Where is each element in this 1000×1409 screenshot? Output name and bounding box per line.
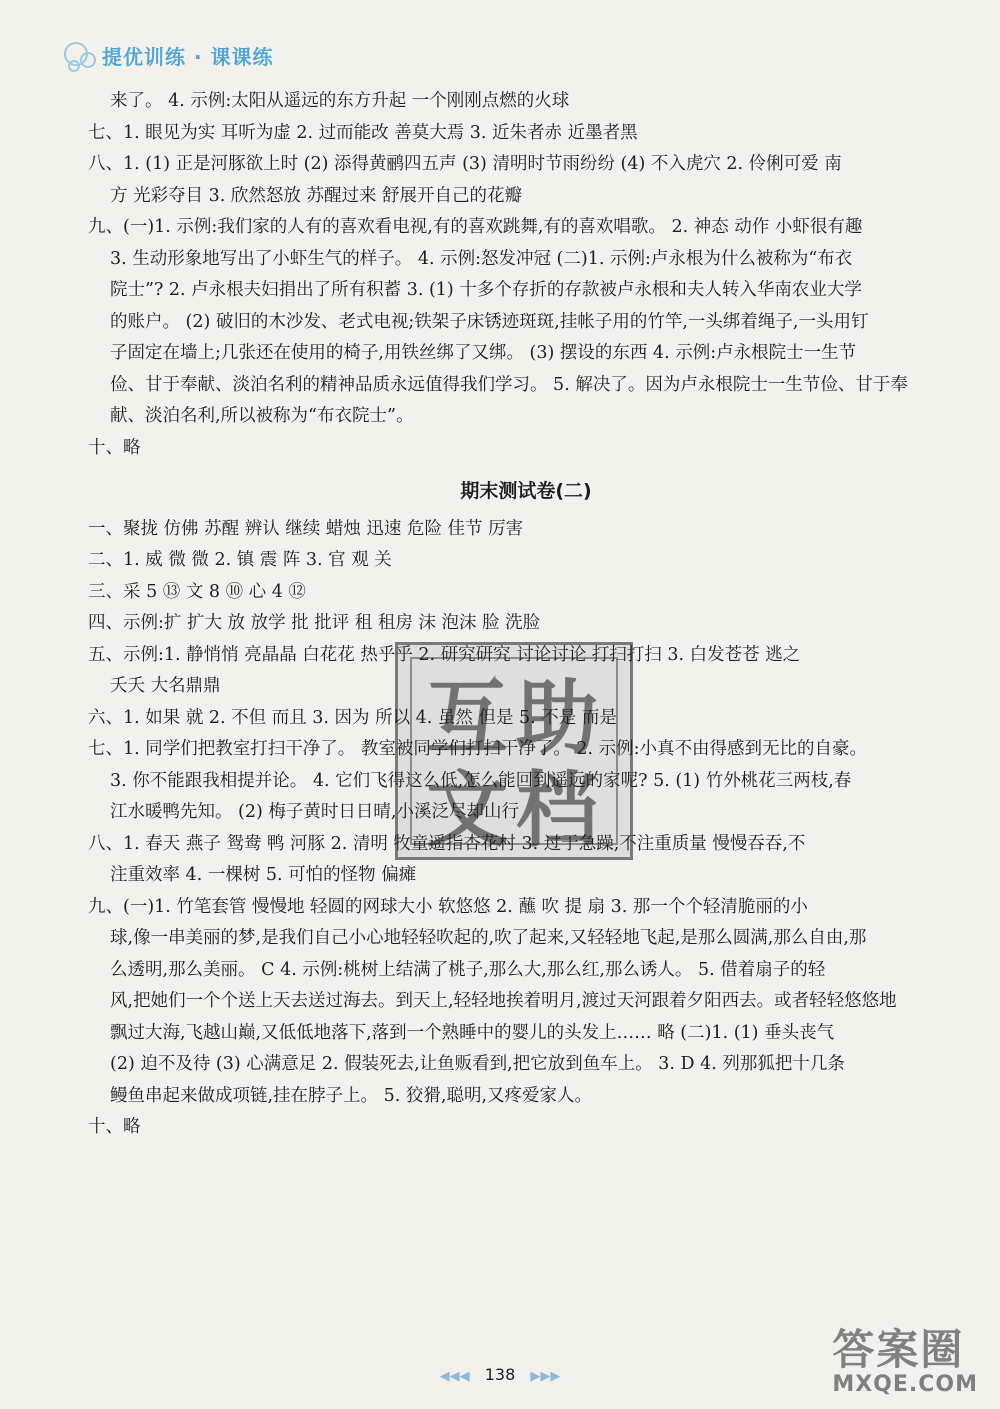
page-number: 138: [484, 1365, 516, 1384]
right-arrows-icon: ▶▶▶: [530, 1369, 561, 1384]
answer-line: 二、1. 威 微 微 2. 镇 震 阵 3. 官 观 关: [88, 550, 392, 570]
answer-line: 十、略: [88, 1117, 141, 1137]
watermark: [832, 1325, 978, 1397]
answer-line: 子固定在墙上;几张还在使用的椅子,用铁丝绑了又绑。 (3) 摆设的东西 4. 示例:卢永根院士一生节: [110, 343, 857, 363]
answer-line: 三、采 5 ⑬ 文 8 ⑩ 心 4 ⑫: [88, 581, 306, 602]
answer-line: 么透明,那么美丽。 C 4. 示例:桃树上结满了桃子,那么大,那么红,那么诱人。 5. 借着扇子的轻: [110, 959, 826, 980]
stamp-char: 档: [516, 763, 599, 858]
answer-line: 飘过大海,飞越山巅,又低低地落下,落到一个熟睡中的婴儿的头发上…… 略 (二)1. (1) 垂头丧气: [110, 1022, 835, 1043]
answer-line: 八、1. 春天 燕子 鸳鸯 鸭 河豚 2. 清明 牧童遥指杏花村 3. 过于急躁,不注重质量 慢慢吞吞,不: [88, 833, 806, 854]
stamp-char: 互: [426, 671, 509, 766]
answer-line: 院士”? 2. 卢永根夫妇捐出了所有积蓄 3. (1) 十多个存折的存款被卢永根和夫人转入华南农业大学: [110, 280, 862, 300]
document-stamp: [395, 642, 633, 860]
answer-line: 3. 生动形象地写出了小虾生气的样子。 4. 示例:怒发冲冠 (二)1. 示例:卢永根为什么被称为“布衣: [110, 248, 853, 269]
bubbles-icon: [62, 38, 102, 72]
header-title: 提优训练 · 课课练: [102, 44, 274, 69]
section-title: 期末测试卷(二): [460, 480, 592, 502]
answer-line: 江水暖鸭先知。 (2) 梅子黄时日日晴,小溪泛尽却山行: [110, 802, 519, 822]
answer-line: 3. 你不能跟我相提并论。 4. 它们飞得这么低,怎么能回到遥远的家呢? 5. (1) 竹外桃花三两枝,春: [110, 770, 852, 791]
stamp-char: 助: [516, 671, 599, 766]
watermark-logo-text: 答案圈: [832, 1325, 965, 1374]
answer-line: 注重效率 4. 一棵树 5. 可怕的怪物 偏瘫: [110, 865, 417, 885]
answer-line: 七、1. 同学们把教室打扫干净了。 教室被同学们打扫干净了。 2. 示例:小真不由得感到无比的自豪。: [88, 739, 868, 759]
answer-line: 的账户。 (2) 破旧的木沙发、老式电视;铁架子床锈迹斑斑,挂帐子用的竹竿,一头绑着绳子,一头用钉: [110, 311, 869, 332]
answer-line: 方 光彩夺目 3. 欣然怒放 苏醒过来 舒展开自己的花瓣: [110, 185, 523, 206]
answer-line: 八、1. (1) 正是河豚欲上时 (2) 添得黄鹂四五声 (3) 清明时节雨纷纷 (4) 不入虎穴 2. 伶俐可爱 南: [88, 154, 842, 174]
stamp-char: 文: [426, 763, 509, 858]
left-arrows-icon: ◀◀◀: [439, 1369, 470, 1384]
watermark-url: MXQE.COM: [832, 1372, 978, 1397]
answer-line: 夭夭 大名鼎鼎: [110, 676, 221, 696]
answer-line: 俭、甘于奉献、淡泊名利的精神品质永远值得我们学习。 5. 解决了。因为卢永根院士一生节俭、甘于奉: [110, 374, 908, 395]
answer-line: 四、示例:扩 扩大 放 放学 批 批评 租 租房 沫 泡沫 脸 洗脸: [88, 613, 541, 633]
answer-content: [88, 86, 964, 1144]
answer-line: 一、聚拢 仿佛 苏醒 辨认 继续 蜡烛 迅速 危险 佳节 厉害: [88, 518, 524, 539]
answer-line: 鳗鱼串起来做成项链,挂在脖子上。 5. 狡猾,聪明,又疼爱家人。: [110, 1085, 593, 1106]
answer-line: 九、(一)1. 示例:我们家的人有的喜欢看电视,有的喜欢跳舞,有的喜欢唱歌。 2. 神态 动作 小虾很有趣: [88, 217, 863, 237]
answer-line: 来了。 4. 示例:太阳从遥远的东方升起 一个刚刚点燃的火球: [110, 91, 570, 111]
answer-line: 五、示例:1. 静悄悄 亮晶晶 白花花 热乎乎 2. 研究研究 讨论讨论 打扫打扫 3. 白发苍苍 逃之: [88, 644, 801, 665]
answer-line: 球,像一串美丽的梦,是我们自己小心地轻轻吹起的,吹了起来,又轻轻地飞起,是那么圆满,那么自由,那: [110, 928, 867, 948]
answer-line: 献、淡泊名利,所以被称为“布衣院士”。: [110, 406, 414, 426]
answer-line: 十、略: [88, 437, 141, 458]
answer-line: 九、(一)1. 竹笔套管 慢慢地 轻圆的网球大小 软悠悠 2. 蘸 吹 提 扇 3. 那一个个轻清脆丽的小: [88, 896, 808, 917]
answer-line: 风,把她们一个个送上天去送过海去。到天上,轻轻地挨着明月,渡过天河跟着夕阳西去。或者轻轻悠悠地: [110, 991, 897, 1011]
answer-line: 六、1. 如果 就 2. 不但 而且 3. 因为 所以 4. 虽然 但是 5. 不是 而是: [88, 707, 617, 728]
book-header: [62, 38, 274, 72]
answer-line: (2) 迫不及待 (3) 心满意足 2. 假装死去,让鱼贩看到,把它放到鱼车上。 3. D 4. 列那狐把十几条: [110, 1054, 845, 1074]
answer-line: 七、1. 眼见为实 耳听为虚 2. 过而能改 善莫大焉 3. 近朱者赤 近墨者黑: [88, 122, 638, 143]
